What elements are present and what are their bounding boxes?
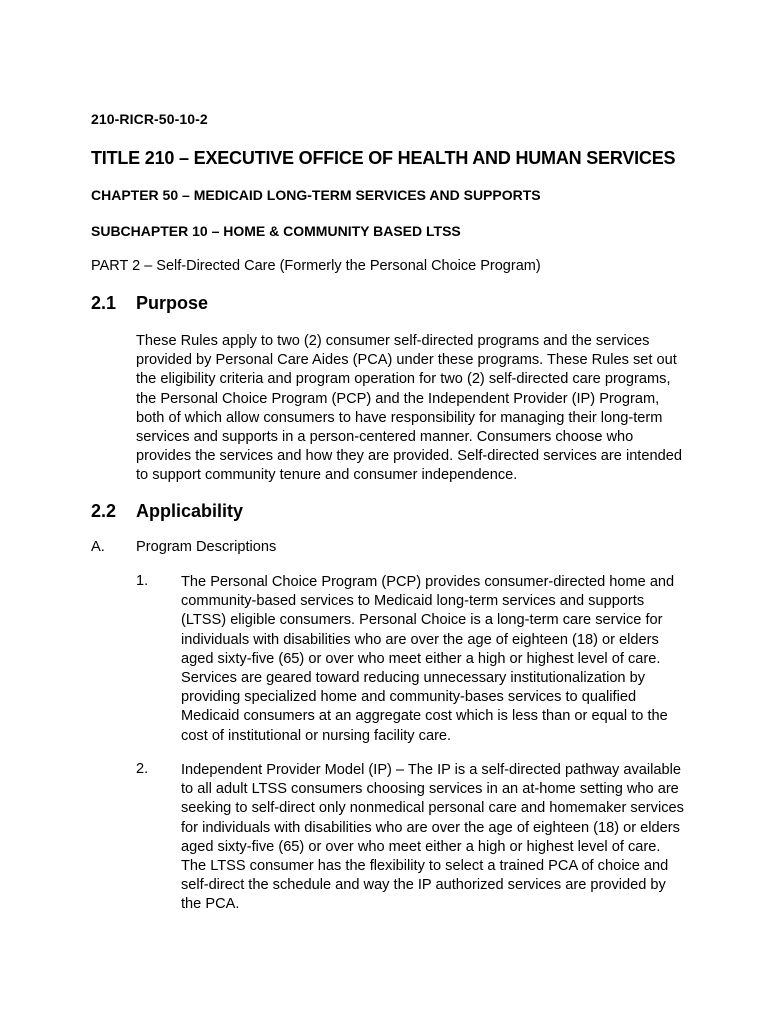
list-item-number: 2. (136, 761, 149, 777)
section-number-purpose: 2.1 (91, 293, 117, 313)
section-title-purpose: Purpose (136, 293, 209, 313)
subsection-letter: A. (91, 539, 105, 555)
subchapter-heading: SUBCHAPTER 10 – HOME & COMMUNITY BASED LTSS (91, 223, 461, 239)
subsection-label: Program Descriptions (136, 539, 277, 555)
section-title-applicability: Applicability (136, 501, 244, 521)
title-heading: TITLE 210 – EXECUTIVE OFFICE OF HEALTH AND HUMAN SERVICES (91, 148, 676, 168)
chapter-heading: CHAPTER 50 – MEDICAID LONG-TERM SERVICES AND SUPPORTS (91, 187, 541, 203)
document-id: 210-RICR-50-10-2 (91, 111, 208, 127)
part-heading: PART 2 – Self-Directed Care (Formerly the Personal Choice Program) (91, 258, 541, 274)
purpose-paragraph: These Rules apply to two (2) consumer self-directed programs and the services provided by Personal Care Aides (PCA) under these programs. These Rules set out the eligibility criteria and program operation for two (2) self-directed care programs, the Personal Choice Program (PCP) and the Independent Provider (IP) Program, both of which allow consumers to have responsibility for managing their long-term services and supports in a person-centered manner. Consumers choose who provides the services and how they are provided. Self-directed services are intended to support community tenure and consumer independence. (136, 333, 682, 484)
list-item-text: Independent Provider Model (IP) – The IP is a self-directed pathway available to all adult LTSS consumers choosing services in an at-home setting who are seeking to self-direct only nonmedical personal care and homemaker services for individuals with disabilities who are over the age of eighteen (18) or elders aged sixty-five (65) or over who meet either a high or highest level of care. The LTSS consumer has the flexibility to select a trained PCA of choice and self-direct the schedule and way the IP authorized services are provided by the PCA. (181, 762, 684, 913)
list-item-text: The Personal Choice Program (PCP) provides consumer-directed home and community-based services to Medicaid long-term services and supports (LTSS) eligible consumers. Personal Choice is a long-term care service for individuals with disabilities who are over the age of eighteen (18) or elders aged sixty-five (65) or over who meet either a high or highest level of care. Services are geared toward reducing unnecessary institutionalization by providing specialized home and community-bases services to qualified Medicaid consumers at an aggregate cost which is less than or equal to the cost of institutional or nursing facility care. (181, 574, 675, 744)
section-number-applicability: 2.2 (91, 501, 117, 521)
list-item-number: 1. (136, 573, 149, 589)
